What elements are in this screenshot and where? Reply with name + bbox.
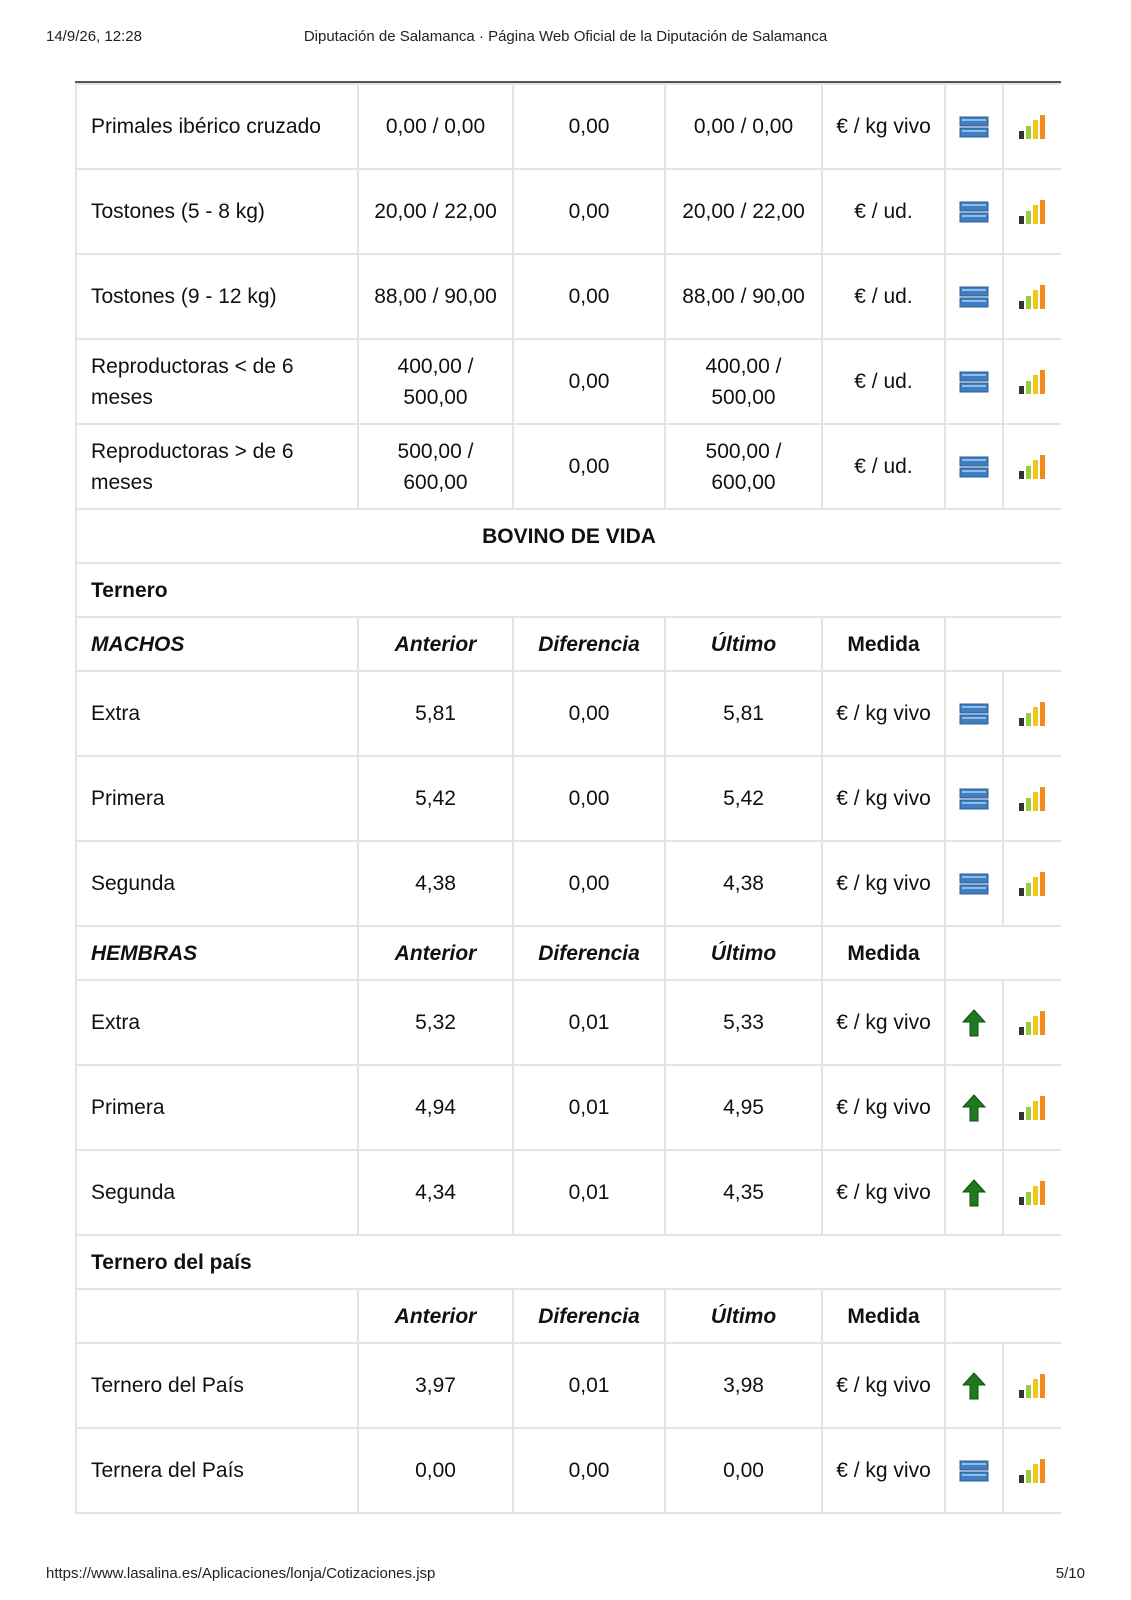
diferencia-value: 0,00	[513, 756, 665, 841]
table-row	[76, 169, 1061, 254]
bar-chart-icon	[1018, 1458, 1048, 1484]
trend-cell[interactable]	[945, 169, 1003, 254]
bar-chart-icon	[1018, 1095, 1048, 1121]
equal-icon	[959, 116, 989, 138]
anterior-value: 0,00 / 0,00	[358, 84, 513, 169]
trend-cell[interactable]	[945, 841, 1003, 926]
anterior-value: 20,00 / 22,00	[358, 169, 513, 254]
ultimo-value: 4,35	[665, 1150, 822, 1235]
table-row	[76, 1343, 1061, 1428]
ultimo-value: 88,00 / 90,00	[665, 254, 822, 339]
trend-cell[interactable]	[945, 980, 1003, 1065]
print-header	[46, 28, 1085, 48]
chart-cell[interactable]	[1003, 1150, 1061, 1235]
bar-chart-icon	[1018, 701, 1048, 727]
trend-cell[interactable]	[945, 1343, 1003, 1428]
anterior-value: 4,94	[358, 1065, 513, 1150]
diferencia-value: 0,01	[513, 1065, 665, 1150]
diferencia-value: 0,00	[513, 671, 665, 756]
chart-cell[interactable]	[1003, 980, 1061, 1065]
trend-cell[interactable]	[945, 756, 1003, 841]
medida-value: € / ud.	[822, 339, 945, 424]
equal-icon	[959, 286, 989, 308]
print-page-number: 5/10	[1055, 1565, 1085, 1582]
medida-value: € / kg vivo	[822, 84, 945, 169]
medida-value: € / ud.	[822, 424, 945, 509]
column-header-medida: Medida	[822, 926, 945, 980]
diferencia-value: 0,01	[513, 1150, 665, 1235]
column-header-blank	[945, 617, 1061, 671]
diferencia-value: 0,01	[513, 1343, 665, 1428]
trend-cell[interactable]	[945, 1428, 1003, 1513]
product-name: Ternero del País	[76, 1343, 358, 1428]
trend-cell[interactable]	[945, 1150, 1003, 1235]
chart-cell[interactable]	[1003, 1065, 1061, 1150]
product-name: Tostones (5 - 8 kg)	[76, 169, 358, 254]
equal-icon	[959, 873, 989, 895]
table-row	[76, 980, 1061, 1065]
column-header-ultimo: Último	[665, 926, 822, 980]
product-name: Ternera del País	[76, 1428, 358, 1513]
column-header-ultimo: Último	[665, 1289, 822, 1343]
column-header-anterior: Anterior	[358, 617, 513, 671]
product-name: Extra	[76, 980, 358, 1065]
diferencia-value: 0,00	[513, 254, 665, 339]
product-name: Segunda	[76, 1150, 358, 1235]
up-arrow-icon	[962, 1094, 986, 1122]
product-name: Reproductoras > de 6 meses	[76, 424, 358, 509]
trend-cell[interactable]	[945, 424, 1003, 509]
diferencia-value: 0,00	[513, 424, 665, 509]
column-header-row	[76, 1289, 1061, 1343]
bar-chart-icon	[1018, 786, 1048, 812]
column-header-blank	[945, 1289, 1061, 1343]
ultimo-value: 5,81	[665, 671, 822, 756]
bar-chart-icon	[1018, 284, 1048, 310]
diferencia-value: 0,00	[513, 841, 665, 926]
group-title-ternero-pais: Ternero del país	[76, 1235, 1061, 1289]
trend-cell[interactable]	[945, 1065, 1003, 1150]
product-name: Segunda	[76, 841, 358, 926]
print-url: https://www.lasalina.es/Aplicaciones/lonja/Cotizaciones.jsp	[46, 1565, 436, 1582]
ultimo-value: 4,95	[665, 1065, 822, 1150]
medida-value: € / kg vivo	[822, 756, 945, 841]
anterior-value: 400,00 / 500,00	[358, 339, 513, 424]
trend-cell[interactable]	[945, 339, 1003, 424]
anterior-value: 4,34	[358, 1150, 513, 1235]
product-name: Primales ibérico cruzado	[76, 84, 358, 169]
medida-value: € / kg vivo	[822, 980, 945, 1065]
ultimo-value: 400,00 / 500,00	[665, 339, 822, 424]
ultimo-value: 5,42	[665, 756, 822, 841]
column-header-name: MACHOS	[76, 617, 358, 671]
ultimo-value: 5,33	[665, 980, 822, 1065]
up-arrow-icon	[962, 1009, 986, 1037]
medida-value: € / kg vivo	[822, 1150, 945, 1235]
column-header-diferencia: Diferencia	[513, 926, 665, 980]
anterior-value: 3,97	[358, 1343, 513, 1428]
medida-value: € / kg vivo	[822, 671, 945, 756]
table-row	[76, 1150, 1061, 1235]
medida-value: € / kg vivo	[822, 1343, 945, 1428]
column-header-medida: Medida	[822, 617, 945, 671]
table-row	[76, 424, 1061, 509]
product-name: Primera	[76, 1065, 358, 1150]
column-header-anterior: Anterior	[358, 1289, 513, 1343]
table-row	[76, 84, 1061, 169]
trend-cell[interactable]	[945, 84, 1003, 169]
equal-icon	[959, 703, 989, 725]
bar-chart-icon	[1018, 1010, 1048, 1036]
table-row	[76, 841, 1061, 926]
equal-icon	[959, 1460, 989, 1482]
print-page-title: Diputación de Salamanca · Página Web Oficial de la Diputación de Salamanca	[303, 28, 828, 45]
table-row	[76, 671, 1061, 756]
medida-value: € / ud.	[822, 169, 945, 254]
diferencia-value: 0,00	[513, 339, 665, 424]
anterior-value: 4,38	[358, 841, 513, 926]
ultimo-value: 20,00 / 22,00	[665, 169, 822, 254]
product-name: Reproductoras < de 6 meses	[76, 339, 358, 424]
chart-cell[interactable]	[1003, 339, 1061, 424]
bar-chart-icon	[1018, 1180, 1048, 1206]
up-arrow-icon	[962, 1372, 986, 1400]
table-row	[76, 1065, 1061, 1150]
column-header-anterior: Anterior	[358, 926, 513, 980]
bar-chart-icon	[1018, 114, 1048, 140]
trend-cell[interactable]	[945, 254, 1003, 339]
column-header-name: HEMBRAS	[76, 926, 358, 980]
diferencia-value: 0,00	[513, 169, 665, 254]
column-header-ultimo: Último	[665, 617, 822, 671]
ultimo-value: 4,38	[665, 841, 822, 926]
ultimo-value: 0,00 / 0,00	[665, 84, 822, 169]
chart-cell[interactable]	[1003, 424, 1061, 509]
chart-cell[interactable]	[1003, 841, 1061, 926]
medida-value: € / kg vivo	[822, 1065, 945, 1150]
equal-icon	[959, 371, 989, 393]
table-row	[76, 339, 1061, 424]
anterior-value: 88,00 / 90,00	[358, 254, 513, 339]
column-header-diferencia: Diferencia	[513, 617, 665, 671]
ultimo-value: 0,00	[665, 1428, 822, 1513]
anterior-value: 5,81	[358, 671, 513, 756]
anterior-value: 0,00	[358, 1428, 513, 1513]
equal-icon	[959, 788, 989, 810]
diferencia-value: 0,00	[513, 1428, 665, 1513]
medida-value: € / kg vivo	[822, 841, 945, 926]
column-header-blank	[945, 926, 1061, 980]
medida-value: € / ud.	[822, 254, 945, 339]
bar-chart-icon	[1018, 369, 1048, 395]
ultimo-value: 500,00 / 600,00	[665, 424, 822, 509]
up-arrow-icon	[962, 1179, 986, 1207]
bar-chart-icon	[1018, 871, 1048, 897]
column-header-diferencia: Diferencia	[513, 1289, 665, 1343]
group-title-ternero: Ternero	[76, 563, 1061, 617]
product-name: Extra	[76, 671, 358, 756]
anterior-value: 500,00 / 600,00	[358, 424, 513, 509]
chart-cell[interactable]	[1003, 254, 1061, 339]
print-datetime: 14/9/26, 12:28	[46, 28, 142, 45]
chart-cell[interactable]	[1003, 756, 1061, 841]
section-title: BOVINO DE VIDA	[76, 509, 1061, 563]
chart-cell[interactable]	[1003, 671, 1061, 756]
equal-icon	[959, 456, 989, 478]
bar-chart-icon	[1018, 454, 1048, 480]
product-name: Primera	[76, 756, 358, 841]
chart-cell[interactable]	[1003, 1428, 1061, 1513]
column-header-name	[76, 1289, 358, 1343]
table-row	[76, 756, 1061, 841]
chart-cell[interactable]	[1003, 169, 1061, 254]
price-table-frame	[75, 81, 1061, 1523]
anterior-value: 5,42	[358, 756, 513, 841]
trend-cell[interactable]	[945, 671, 1003, 756]
table-row	[76, 254, 1061, 339]
bar-chart-icon	[1018, 1373, 1048, 1399]
print-footer	[46, 1565, 1085, 1585]
ultimo-value: 3,98	[665, 1343, 822, 1428]
medida-value: € / kg vivo	[822, 1428, 945, 1513]
diferencia-value: 0,00	[513, 84, 665, 169]
column-header-row	[76, 617, 1061, 671]
column-header-row	[76, 926, 1061, 980]
price-table	[75, 83, 1061, 1514]
chart-cell[interactable]	[1003, 1343, 1061, 1428]
chart-cell[interactable]	[1003, 84, 1061, 169]
bar-chart-icon	[1018, 199, 1048, 225]
diferencia-value: 0,01	[513, 980, 665, 1065]
equal-icon	[959, 201, 989, 223]
table-row	[76, 1428, 1061, 1513]
product-name: Tostones (9 - 12 kg)	[76, 254, 358, 339]
anterior-value: 5,32	[358, 980, 513, 1065]
column-header-medida: Medida	[822, 1289, 945, 1343]
